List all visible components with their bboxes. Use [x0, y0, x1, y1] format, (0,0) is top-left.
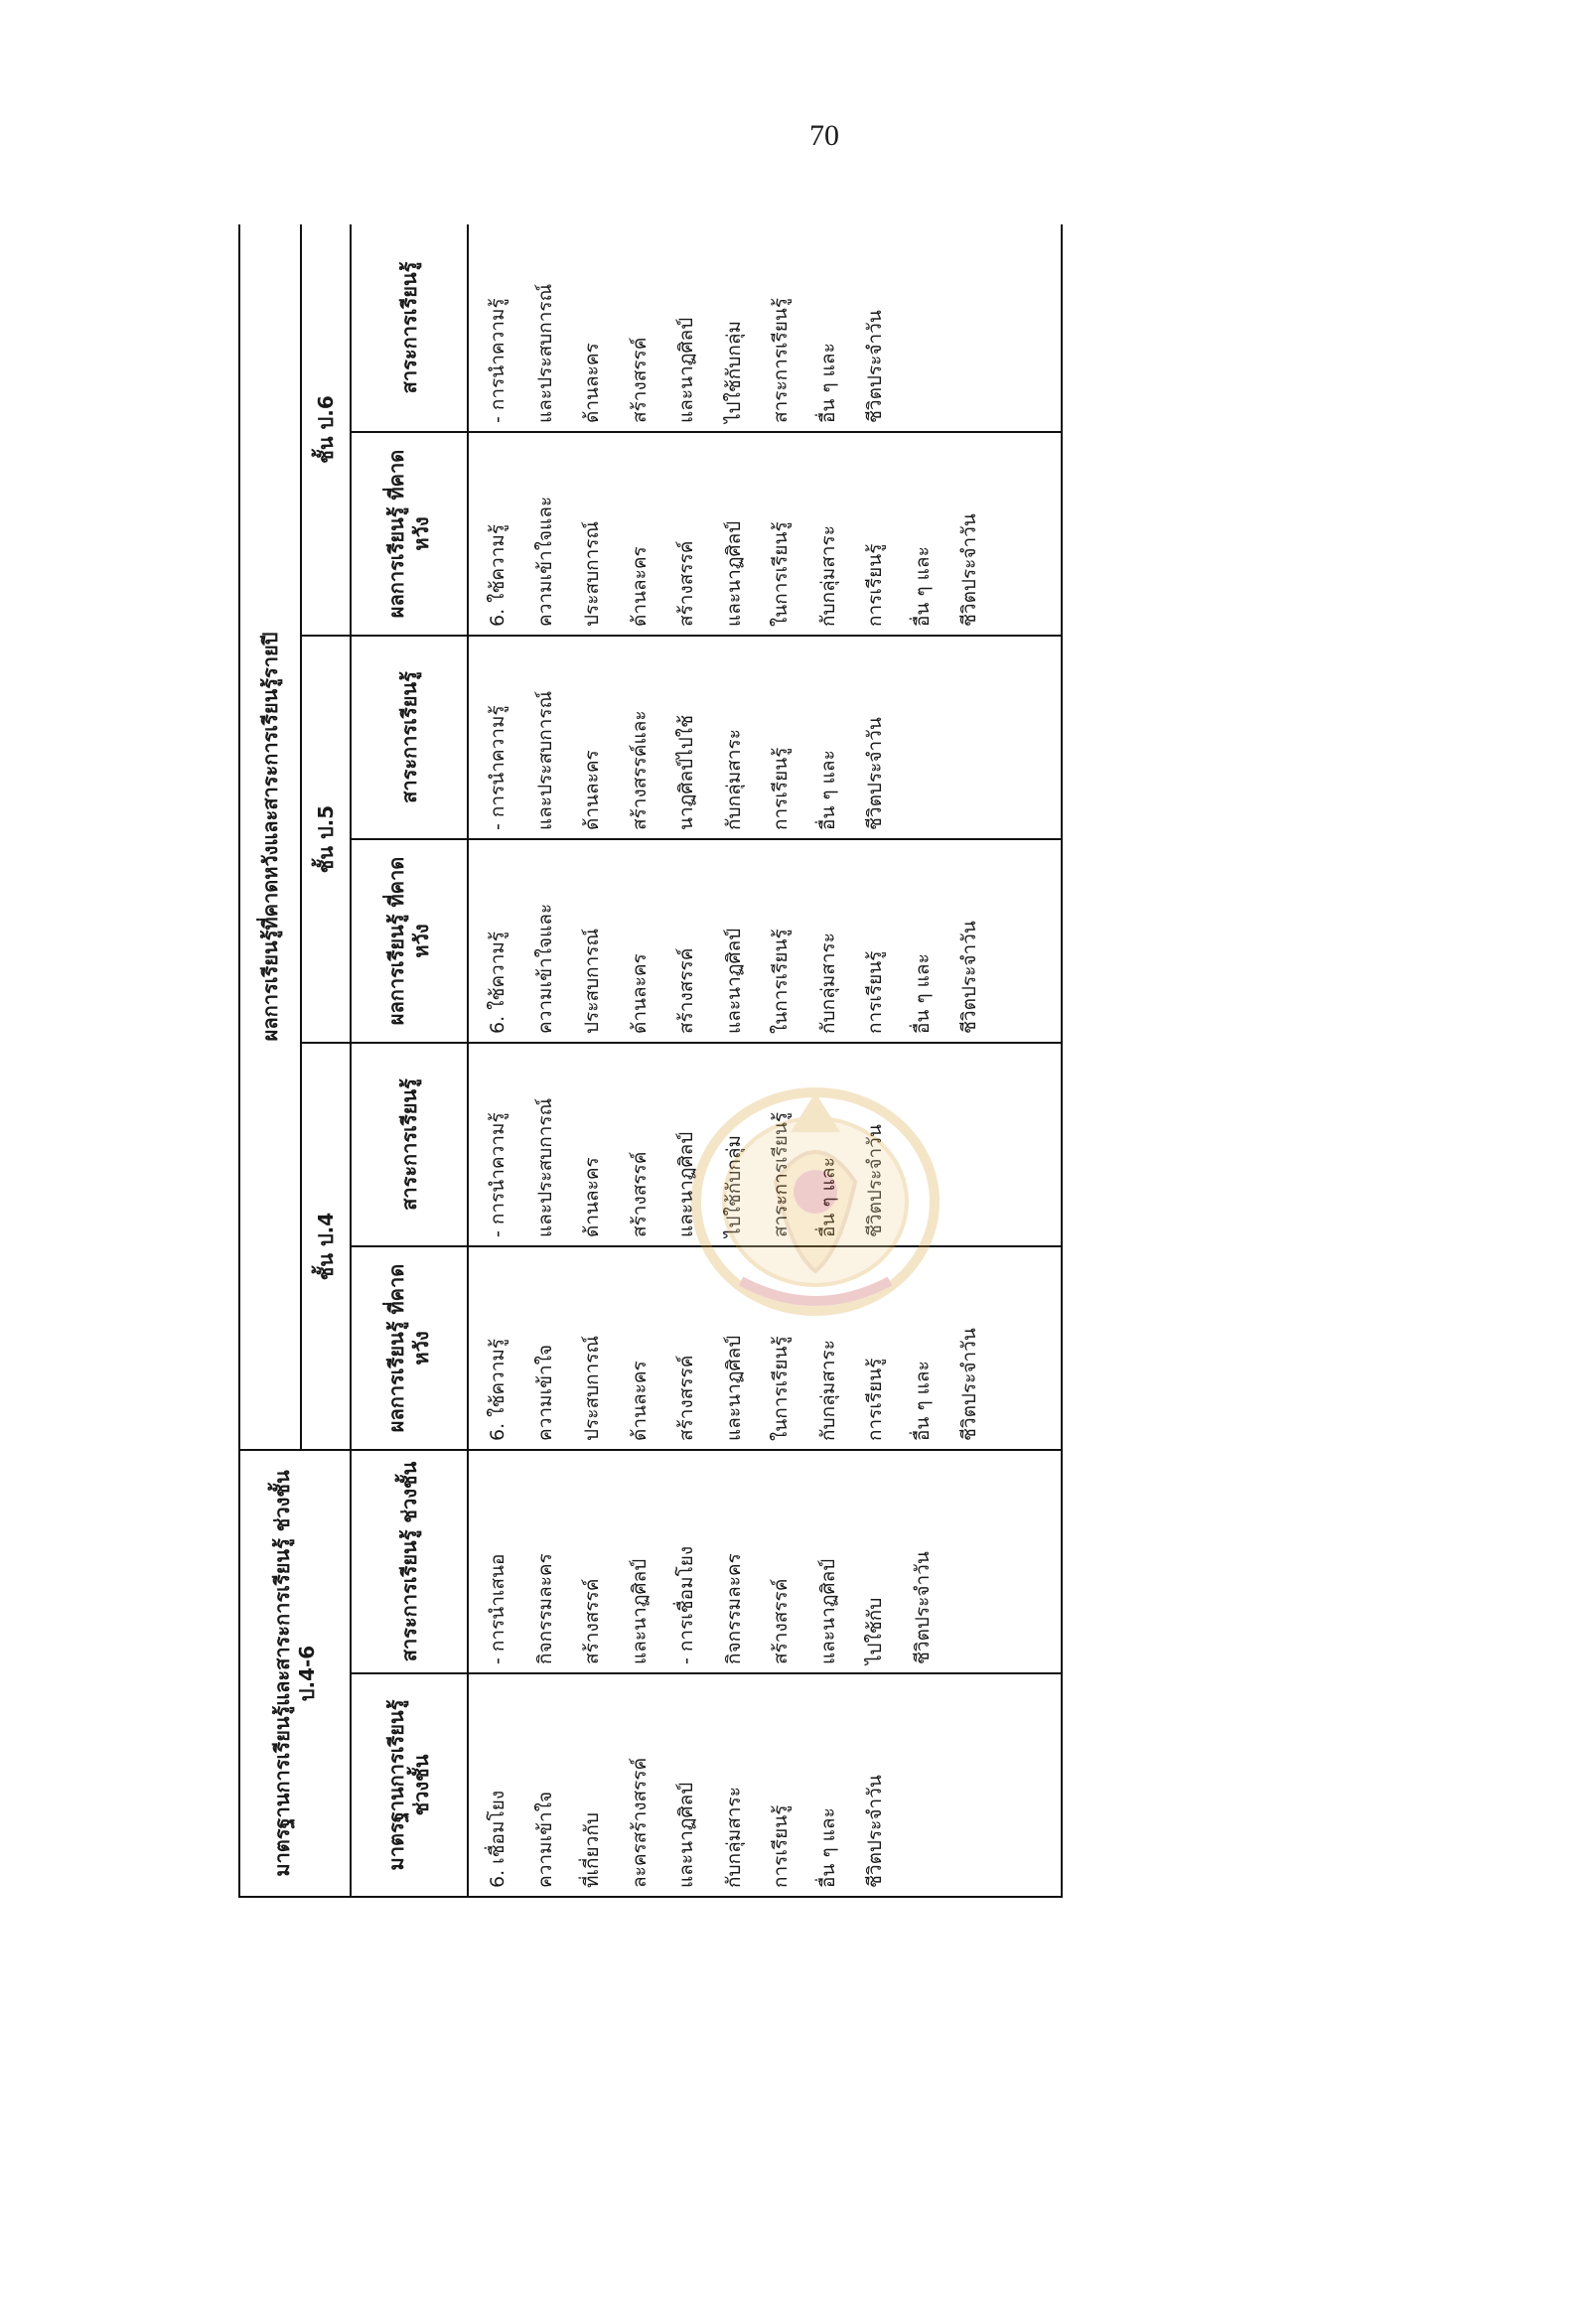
- col-header-p6-content: สาระการเรียนรู้: [351, 224, 468, 432]
- cell-range-content: - การนำเสนอ กิจกรรมละคร สร้างสรรค์ และนาฏศิลป์ - การเชื่อมโยง กิจกรรมละคร สร้างสรรค์ และนาฏศิลป์ ไปใช้กับ ชีวิตประจำวัน: [468, 1450, 1062, 1673]
- cell-p4-outcome: 6. ใช้ความรู้ ความเข้าใจ ประสบการณ์ ด้านละคร สร้างสรรค์ และนาฏศิลป์ ในการเรียนรู้ กับกลุ่มสาระ การเรียนรู้ อื่น ๆ และ ชีวิตประจำวัน: [468, 1246, 1062, 1450]
- cell-p6-content: - การนำความรู้ และประสบการณ์ ด้านละคร สร้างสรรค์ และนาฏศิลป์ ไปใช้กับกลุ่ม สาระการเรียนรู้ อื่น ๆ และ ชีวิตประจำวัน: [468, 224, 1062, 432]
- cell-p4-content: - การนำความรู้ และประสบการณ์ ด้านละคร สร้างสรรค์ และนาฏศิลป์ ไปใช้กับกลุ่ม สาระการเรียนรู้ อื่น ๆ และ ชีวิตประจำวัน: [468, 1043, 1062, 1246]
- rotated-table-container: [238, 224, 1063, 1898]
- table-frame: [238, 224, 1063, 1898]
- col-header-p4-content: สาระการเรียนรู้: [351, 1043, 468, 1246]
- col-header-p6-outcome: ผลการเรียนรู้ ที่คาดหวัง: [351, 432, 468, 636]
- cell-p5-outcome: 6. ใช้ความรู้ ความเข้าใจและ ประสบการณ์ ด้านละคร สร้างสรรค์ และนาฏศิลป์ ในการเรียนรู้ กับกลุ่มสาระ การเรียนรู้ อื่น ๆ และ ชีวิตประจำวัน: [468, 839, 1062, 1043]
- page-number: 70: [809, 119, 839, 152]
- curriculum-table: [238, 224, 1063, 1898]
- range-group-header: มาตรฐานการเรียนรู้และสาระการเรียนรู้ ช่วงชั้น ป.4-6: [239, 1450, 351, 1897]
- col-header-range-content: สาระการเรียนรู้ ช่วงชั้น: [351, 1450, 468, 1673]
- grade-header-p6: ชั้น ป.6: [301, 224, 351, 636]
- grade-header-p4: ชั้น ป.4: [301, 1043, 351, 1450]
- col-header-p4-outcome: ผลการเรียนรู้ ที่คาดหวัง: [351, 1246, 468, 1450]
- cell-p5-content: - การนำความรู้ และประสบการณ์ ด้านละคร สร้างสรรค์และ นาฏศิลป์ไปใช้ กับกลุ่มสาระ การเรียนรู้ อื่น ๆ และ ชีวิตประจำวัน: [468, 636, 1062, 839]
- annual-group-header: ผลการเรียนรู้ที่คาดหวังและสาระการเรียนรู้รายปี: [239, 224, 301, 1450]
- grade-header-p5: ชั้น ป.5: [301, 636, 351, 1043]
- col-header-p5-content: สาระการเรียนรู้: [351, 636, 468, 839]
- col-header-p5-outcome: ผลการเรียนรู้ ที่คาดหวัง: [351, 839, 468, 1043]
- col-header-standard: มาตรฐานการเรียนรู้ ช่วงชั้น: [351, 1673, 468, 1897]
- cell-standard: 6. เชื่อมโยง ความเข้าใจ ที่เกี่ยวกับ ละครสร้างสรรค์ และนาฏศิลป์ กับกลุ่มสาระ การเรียนรู้ อื่น ๆ และ ชีวิตประจำวัน: [468, 1673, 1062, 1897]
- cell-p6-outcome: 6. ใช้ความรู้ ความเข้าใจและ ประสบการณ์ ด้านละคร สร้างสรรค์ และนาฏศิลป์ ในการเรียนรู้ กับกลุ่มสาระ การเรียนรู้ อื่น ๆ และ ชีวิตประจำวัน: [468, 432, 1062, 636]
